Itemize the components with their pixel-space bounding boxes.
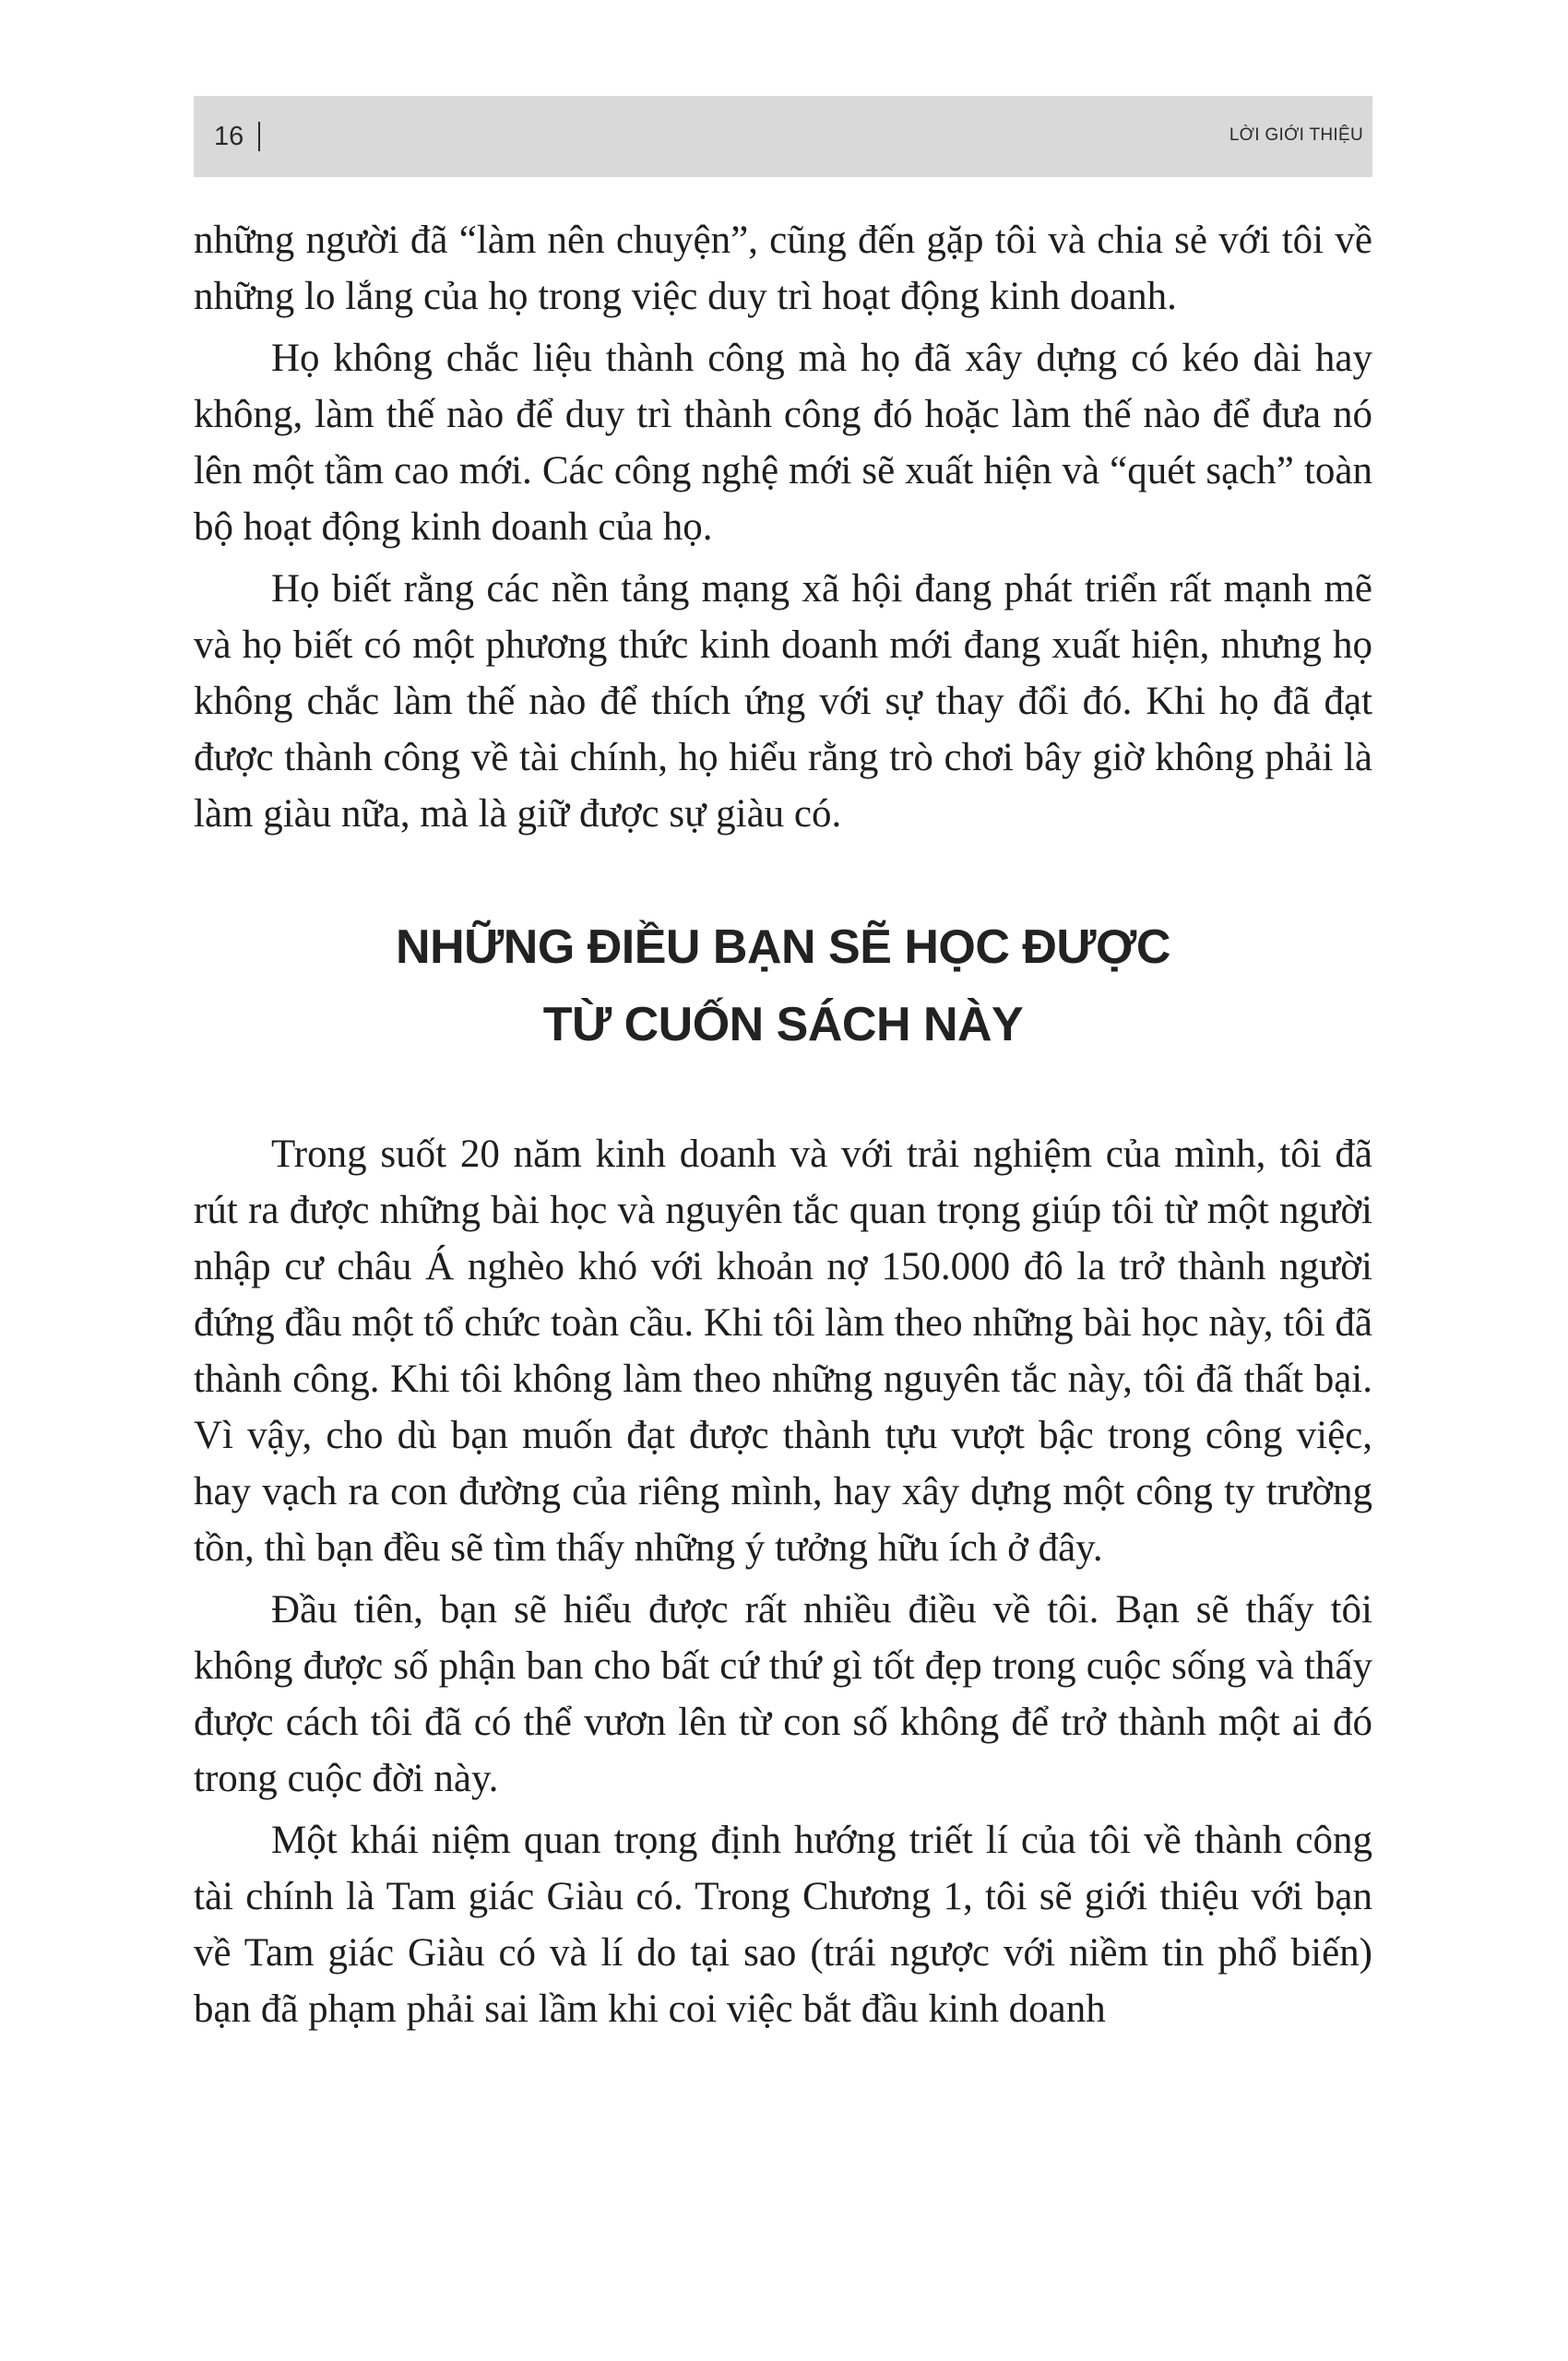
paragraph: Một khái niệm quan trọng định hướng triết lí của tôi về thành công tài chính là Tam giác Giàu có. Trong Chương 1, tôi sẽ giới thiệu với bạn về Tam giác Giàu có và lí do tại sao (trái ngược với niềm tin phổ biến) bạn đã phạm phải sai lầm khi coi việc bắt đầu kinh doanh (194, 1819, 1372, 2031)
running-header (194, 96, 1372, 177)
paragraph: Trong suốt 20 năm kinh doanh và với trải nghiệm của mình, tôi đã rút ra được những bài học và nguyên tắc quan trọng giúp tôi từ một người nhập cư châu Á nghèo khó với khoản nợ 150.000 đô la trở thành người đứng đầu một tổ chức toàn cầu. Khi tôi làm theo những bài học này, tôi đã thành công. Khi tôi không làm theo những nguyên tắc này, tôi đã thất bại. Vì vậy, cho dù bạn muốn đạt được thành tựu vượt bậc trong công việc, hay vạch ra con đường của riêng mình, hay xây dựng một công ty trường tồn, thì bạn đều sẽ tìm thấy những ý tưởng hữu ích ở đây. (194, 1133, 1373, 1570)
paragraph: Họ biết rằng các nền tảng mạng xã hội đang phát triển rất mạnh mẽ và họ biết có một phương thức kinh doanh mới đang xuất hiện, nhưng họ không chắc làm thế nào để thích ứng với sự thay đổi đó. Khi họ đã đạt được thành công về tài chính, họ hiểu rằng trò chơi bây giờ không phải là làm giàu nữa, mà là giữ được sự giàu có. (194, 567, 1372, 836)
section-title: LỜI GIỚI THIỆU (1229, 125, 1363, 145)
header-divider (258, 122, 260, 151)
section-heading-line-1: NHỮNG ĐIỀU BẠN SẼ HỌC ĐƯỢC (396, 920, 1170, 974)
paragraph: Đầu tiên, bạn sẽ hiểu được rất nhiều điều về tôi. Bạn sẽ thấy tôi không được số phận ban cho bất cứ thứ gì tốt đẹp trong cuộc sống và thấy được cách tôi đã có thể vươn lên từ con số không để trở thành một ai đó trong cuộc đời này. (194, 1588, 1372, 1800)
section-heading (194, 908, 1372, 1063)
page-number: 16 (214, 122, 244, 151)
section-heading-line-2: TỪ CUỐN SÁCH NÀY (542, 998, 1024, 1051)
page-body (194, 212, 1372, 2037)
paragraph-continued: những người đã “làm nên chuyện”, cũng đến gặp tôi và chia sẻ với tôi về những lo lắng của họ trong việc duy trì hoạt động kinh doanh. (194, 219, 1372, 318)
paragraph: Họ không chắc liệu thành công mà họ đã xây dựng có kéo dài hay không, làm thế nào để duy trì thành công đó hoặc làm thế nào để đưa nó lên một tầm cao mới. Các công nghệ mới sẽ xuất hiện và “quét sạch” toàn bộ hoạt động kinh doanh của họ. (194, 337, 1372, 549)
